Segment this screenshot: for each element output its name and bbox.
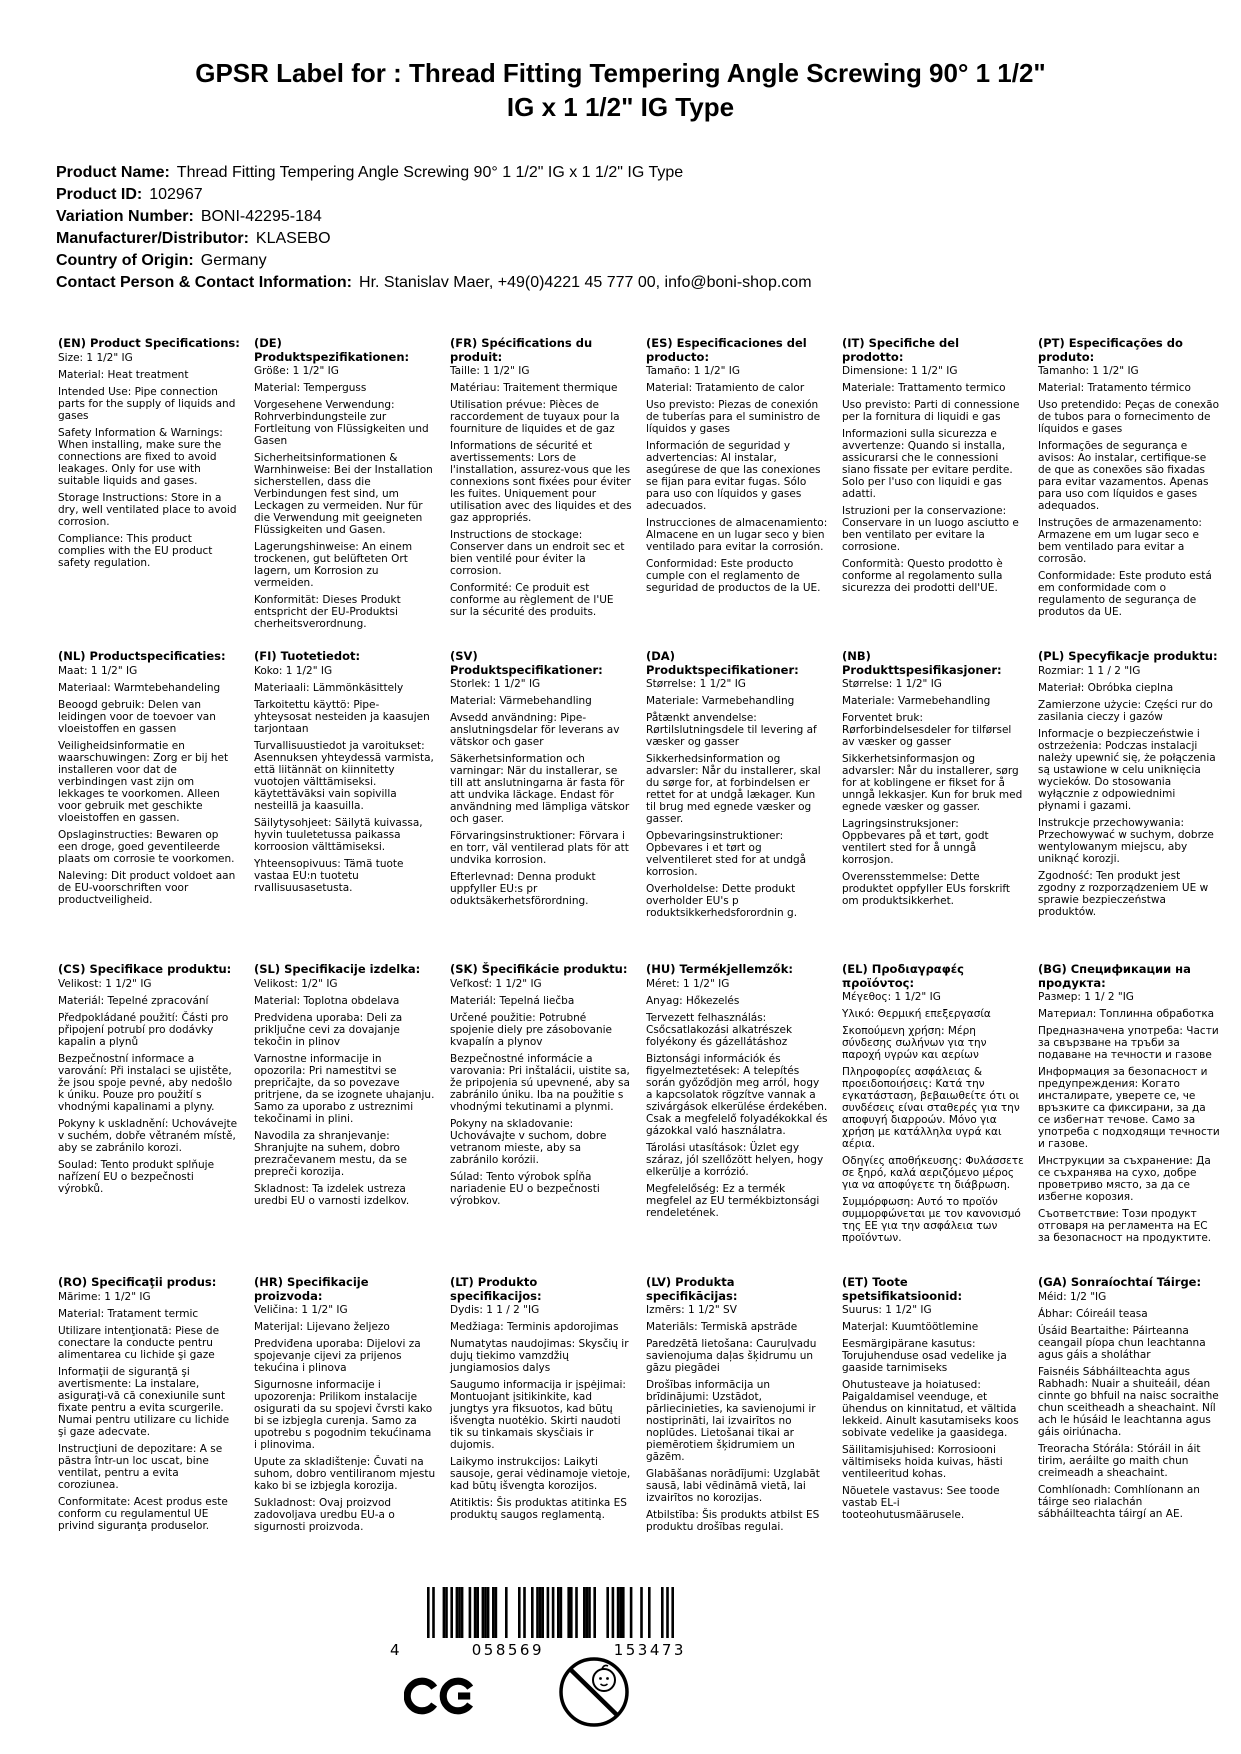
spec-block-de [254,337,436,650]
spec-block-body [1038,665,1220,918]
spec-paragraph: Materijal: Lijevano željezo [254,1321,390,1333]
spec-block-body [1038,991,1220,1244]
spec-block-sl [254,963,436,1276]
spec-paragraph: Materiale: Varmebehandling [646,695,795,707]
spec-paragraph: Dydis: 1 1 / 2 "IG [450,1304,540,1316]
spec-block-heading: (SK) Špecifikácie produktu: [450,962,628,976]
spec-paragraph: Pokyny k uskladnění: Uchovávejte v suchém, dobře větraném místě, aby se zabránilo korozi. [58,1117,238,1154]
spec-paragraph: Opslaginstructies: Bewaren op een droge, goed geventileerde plaats om corrosie te voorkomen. [58,828,235,865]
spec-paragraph: Glabāšanas norādījumi: Uzglabāt sausā, labi vēdināmā vietā, lai izvairītos no korozijas. [646,1468,820,1504]
spec-paragraph: Sicherheitsinformationen & Warnhinweise: Bei der Installation sicherstellen, dass die Verbindungen fest sind, um Leckagen zu vermeiden. Nur für die Verwendung mit geeigneten Flüssigkeiten und Gasen. [254,452,433,536]
spec-paragraph: Ohutusteave ja hoiatused: Paigaldamisel veenduge, et ühendus on kinnitatud, et vältida lekkeid. Ainult kasutamiseks koos sobivate vedelike ja gaasidega. [842,1379,1019,1439]
spec-paragraph: Påtænkt anvendelse: Rørtilslutningsdele til levering af væsker og gasser [646,712,817,748]
spec-paragraph: Instrucciones de almacenamiento: Almacene en un lugar seco y bien ventilado para evitar la corrosión. [646,517,828,553]
spec-paragraph: Lagerungshinweise: An einem trockenen, gut belüfteten Ort lagern, um Korrosion zu vermeiden. [254,541,413,589]
product-info-value: Hr. Stanislav Maer, +49(0)4221 45 777 00, info@boni-shop.com [359,274,812,291]
spec-paragraph: Bezpečnostné informácie a varovania: Pri inštalácii, uistite sa, že pripojenia sú upevnené, aby sa zabránilo úniku. Iba na použitie s vhodnými tekutinami a plynmi. [450,1052,630,1113]
spec-paragraph: Atbilstība: Šis produkts atbilst ES produktu drošības regulai. [646,1509,820,1533]
spec-paragraph: Eesmärgipärane kasutus: Torujuhenduse osad vedelike ja gaaside tarnimiseks [842,1338,1007,1374]
spec-block-heading: (BG) Спецификации на продукта: [1038,962,1191,990]
spec-paragraph: Πληροφορίες ασφάλειας & προειδοποιήσεις: Κατά την εγκατάσταση, βεβαιωθείτε ότι οι συνδέσεις είναι σταθερές για την αποφυγή διαρροών. Μόνο για χρήση με κατάλληλα υγρά και αέρια. [842,1066,1020,1150]
spec-paragraph: Uso pretendido: Peças de conexão de tubos para o fornecimento de líquidos e gases [1038,399,1220,435]
spec-paragraph: Informacje o bezpieczeństwie i ostrzeżenia: Podczas instalacji należy upewnić się, że połączenia są ustawione w celu uniknięcia wycieków. Do stosowania wyłącznie z odpowiednimi płynami i gazami. [1038,727,1216,812]
barcode-digit-first: 4 [390,1641,403,1659]
spec-block-body [646,678,828,919]
spec-paragraph: Bezpečnostní informace a varování: Při instalaci se ujistěte, že jsou spoje pevné, aby nedošlo k úniku. Pouze pro použití s vhodnými kapalinami a plyny. [58,1052,233,1113]
spec-block-body [1038,365,1220,618]
spec-block-body [842,1304,1024,1521]
spec-paragraph: Instructions de stockage: Conserver dans un endroit sec et bien ventilé pour éviter la corrosion. [450,529,625,577]
spec-paragraph: Súlad: Tento výrobok spĺňa nariadenie EU o bezpečnosti výrobkov. [450,1170,600,1207]
spec-paragraph: Säilytysohjeet: Säilytä kuivassa, hyvin tuuletetussa paikassa korroosion välttämiseksi. [254,816,423,853]
spec-block-lv [646,1276,828,1589]
spec-block-ga [1038,1276,1220,1589]
ce-mark-icon [404,1668,476,1728]
spec-paragraph: Sikkerhedsinformation og advarsler: Når du installerer, skal du sørge for, at forbindelsen er rettet for at undgå lækager. Kun til brug med egnede væsker og gasser. [646,753,821,825]
spec-block-body [842,991,1024,1244]
spec-paragraph: Matériau: Traitement thermique [450,382,618,394]
spec-paragraph: Turvallisuustiedot ja varoitukset: Asennuksen yhteydessä varmista, että liitännät on kiinnitetty vuotojen välttämiseksi. käytettäväksi vain sopivilla nesteillä ja kaasuilla. [254,739,434,812]
spec-block-body [450,1304,632,1521]
spec-paragraph: Predvidena uporaba: Deli za priključne cevi za dovajanje tekočin in plinov [254,1011,403,1048]
spec-paragraph: Dimensione: 1 1/2" IG [842,365,958,377]
spec-block-heading: (HR) Specifikacije proizvoda: [254,1275,369,1303]
page-title [0,56,1241,124]
spec-block-fr [450,337,632,650]
spec-block-body [254,978,436,1207]
spec-paragraph: Predviđena uporaba: Dijelovi za spojevanje cijevi za prijenos tekućina i plinova [254,1338,421,1374]
spec-paragraph: Material: Tratamiento de calor [646,382,805,394]
spec-paragraph: Forventet bruk: Rørforbindelsesdeler for tilførsel av væsker og gasser [842,712,1012,748]
spec-paragraph: Informações de segurança e avisos: Ao instalar, certifique-se de que as conexões são fixadas para evitar vazamentos. Apenas para uso com líquidos e gases adequados. [1038,440,1209,512]
product-info-label: Country of Origin: [56,252,194,269]
spec-block-heading: (ES) Especificaciones del producto: [646,336,807,364]
spec-paragraph: Material: Tratament termic [58,1307,199,1320]
spec-paragraph: Предназначена употреба: Части за свързване на тръби за подаване на течности и газове [1038,1025,1219,1061]
spec-block-heading: (ET) Toote spetsifikatsioonid: [842,1275,963,1303]
spec-block-hr [254,1276,436,1589]
spec-paragraph: Izmērs: 1 1/2" SV [646,1304,737,1316]
spec-paragraph: Informaţii de siguranţă şi avertismente: La instalare, asiguraţi-vă că conexiunile sunt fixate pentru a evita scurgerile. Numai pentru utilizare cu lichide şi gaze adecvate. [58,1365,230,1438]
spec-paragraph: Efterlevnad: Denna produkt uppfyller EU:s pr oduktsäkerhetsförordning. [450,871,596,907]
spec-paragraph: Instrukcje przechowywania: Przechowywać w suchym, dobrze wentylowanym miejscu, aby uniknąć korozji. [1038,816,1214,865]
spec-paragraph: Upute za skladištenje: Čuvati na suhom, dobro ventiliranom mjestu kako bi se izbjegla korozija. [254,1456,436,1492]
spec-block-et [842,1276,1024,1589]
spec-paragraph: Materiał: Obróbka cieplna [1038,681,1174,694]
spec-block-en [58,337,240,650]
spec-paragraph: Størrelse: 1 1/2" IG [646,678,746,690]
spec-block-heading: (IT) Specifiche del prodotto: [842,336,960,364]
spec-paragraph: Size: 1 1/2" IG [58,351,133,364]
spec-paragraph: Suurus: 1 1/2" IG [842,1304,932,1316]
spec-paragraph: Laikymo instrukcijos: Laikyti sausoje, gerai vėdinamoje vietoje, kad būtų išvengta korozijos. [450,1456,631,1492]
spec-block-pl [1038,650,1220,963]
product-info-value: 102967 [149,186,203,203]
spec-block-heading: (EN) Product Specifications: [58,336,240,350]
spec-paragraph: Материал: Топлинна обработка [1038,1008,1215,1020]
barcode-numbers [390,1641,686,1659]
spec-paragraph: Uso previsto: Parti di connessione per la fornitura di liquidi e gas [842,399,1020,423]
spec-paragraph: Biztonsági információk és figyelmeztetések: A telepítés során győződjön meg arról, hogy a kapcsolatok rögzítve vannak a szivárgások elkerülése érdekében. Csak a megfelelő folyadékokkal és gázokkal való használatra. [646,1052,828,1137]
spec-paragraph: Mărime: 1 1/2" IG [58,1290,151,1303]
spec-paragraph: Conformitate: Acest produs este conform cu regulamentul UE privind siguranţa produselor. [58,1495,228,1532]
spec-paragraph: Sigurnosne informacije i upozorenja: Prilikom instalacije osigurati da su spojevi čvrsti kako bi se izbjegla curenja. Samo za upotrebu s pogodnim tekućinama i plinovima. [254,1379,433,1451]
spec-block-body [58,665,240,906]
barcode-digits-left: 058569 [471,1641,545,1659]
spec-paragraph: Opbevaringsinstruktioner: Opbevares i et tørt og velventileret sted for at undgå korrosion. [646,830,807,878]
spec-paragraph: Materiāls: Termiskā apstrāde [646,1321,798,1333]
spec-paragraph: Navodila za shranjevanje: Shranjujte na suhem, dobro prezračevanem mestu, da se prepreči korozija. [254,1129,408,1178]
spec-paragraph: Tamanho: 1 1/2" IG [1038,365,1139,377]
spec-paragraph: Méret: 1 1/2" IG [646,977,730,990]
spec-block-heading: (SL) Specifikacije izdelka: [254,962,421,976]
spec-paragraph: Υλικό: Θερμική επεξεργασία [842,1008,991,1020]
barcode-digits-right: 153473 [613,1641,686,1659]
spec-block-heading: (DA) Produktspecifikationer: [646,649,799,677]
spec-paragraph: Medžiaga: Terminis apdorojimas [450,1321,619,1333]
spec-paragraph: Sukladnost: Ovaj proizvod zadovoljava uredbu EU-a o sigurnosti proizvoda. [254,1497,395,1533]
spec-block-da [646,650,828,963]
spec-block-body [58,1291,240,1532]
product-info [56,162,812,294]
spec-block-nl [58,650,240,963]
spec-paragraph: Beoogd gebruik: Delen van leidingen voor de toevoer van vloeistoffen en gassen [58,698,216,735]
spec-block-heading: (PL) Specyfikacje produktu: [1038,649,1218,663]
spec-paragraph: Nõuetele vastavus: See toode vastab EL-i tooteohutusmääruselе. [842,1485,1000,1521]
spec-paragraph: Materiál: Tepelná liečba [450,994,575,1007]
spec-block-body [254,665,436,894]
spec-block-body [254,365,436,630]
spec-paragraph: Velikost: 1/2" IG [254,977,338,990]
spec-paragraph: Paredzētā lietošana: Cauruļvadu savienojuma daļas šķidrumu un gāzu piegādei [646,1338,817,1374]
spec-paragraph: Uso previsto: Piezas de conexión de tuberías para el suministro de líquidos y gases [646,399,821,435]
product-info-row [56,272,812,294]
spec-paragraph: Størrelse: 1 1/2" IG [842,678,942,690]
product-info-row [56,228,812,250]
page-title-line2: IG x 1 1/2" IG Type [506,92,735,122]
spec-paragraph: Material: Heat treatment [58,368,189,381]
spec-paragraph: Material: Toplotna obdelava [254,994,400,1007]
spec-block-heading: (SV) Produktspecifikationer: [450,649,603,677]
spec-paragraph: Instrucţiuni de depozitare: A se păstra într-un loc uscat, bine ventilat, pentru a evita coroziunea. [58,1442,223,1491]
product-info-label: Manufacturer/Distributor: [56,230,249,247]
product-info-value: KLASEBO [255,230,331,247]
spec-paragraph: Vorgesehene Verwendung: Rohrverbindungsteile zur Fortleitung von Flüssigkeiten und Gasen [254,399,429,447]
spec-paragraph: Sikkerhetsinformasjon og advarsler: Når du installerer, sørg for at koblingene er fikset for å unngå lekkasjer. Kun for bruk med egnede væsker og gasser. [842,753,1023,813]
spec-paragraph: Veličina: 1 1/2" IG [254,1304,348,1316]
spec-block-body [842,365,1024,594]
spec-paragraph: Material: Tratamento térmico [1038,382,1191,394]
spec-block-heading: (FR) Spécifications du produit: [450,336,593,364]
spec-paragraph: Taille: 1 1/2" IG [450,365,530,377]
spec-paragraph: Koko: 1 1/2" IG [254,664,333,677]
spec-block-body [450,978,632,1207]
page-title-line1: GPSR Label for : Thread Fitting Tempering Angle Screwing 90° 1 1/2" [195,58,1046,88]
spec-paragraph: Säilitamisjuhised: Korrosiooni vältimiseks hoida kuivas, hästi ventileeritud kohas. [842,1444,1003,1480]
spec-block-fi [254,650,436,963]
spec-paragraph: Información de seguridad y advertencias: Al instalar, asegúrese de que las conexiones se fijan para evitar fugas. Sólo para uso con líquidos y gases adecuados. [646,440,821,512]
spec-paragraph: Skladnost: Ta izdelek ustreza uredbi EU o varnosti izdelkov. [254,1182,410,1207]
spec-paragraph: Naleving: Dit product voldoet aan de EU-voorschriften voor productveiligheid. [58,869,236,906]
barcode-icon [427,1587,674,1638]
spec-block-heading: (LV) Produkta specifikācijas: [646,1275,738,1303]
spec-paragraph: Materiaal: Warmtebehandeling [58,681,221,694]
spec-paragraph: Veľkosť: 1 1/2" IG [450,977,542,990]
spec-paragraph: Инструкции за съхранение: Да се съхранява на сухо, добре проветриво място, за да се избегне корозия. [1038,1155,1211,1203]
spec-paragraph: Utilisation prévue: Pièces de raccordement de tuyaux pour la fourniture de liquides et de gaz [450,399,620,435]
spec-block-heading: (DE) Produktspezifikationen: [254,336,410,364]
product-info-label: Contact Person & Contact Information: [56,274,353,291]
spec-paragraph: Conformité: Ce produit est conforme au règlement de l'UE sur la sécurité des produits. [450,582,614,618]
spec-block-body [450,678,632,907]
product-info-label: Variation Number: [56,208,194,225]
spec-paragraph: Drošības informācija un brīdinājumi: Uzstādot, pārliecinieties, ka savienojumi ir nostiprināti, lai izvairītos no noplūdes. Lietošanai tikai ar piemērotiem šķidrumiem un gāzēm. [646,1379,816,1463]
spec-paragraph: Lagringsinstruksjoner: Oppbevares på et tørt, godt ventilert sted for å unngå korrosjon. [842,818,989,866]
spec-block-heading: (LT) Produkto specifikacijos: [450,1275,542,1303]
spec-paragraph: Saugumo informacija ir įspėjimai: Montuojant įsitikinkite, kad jungtys yra fiksuotos, kad būtų išvengta nuotėkio. Skirti naudoti tik su tinkamais skysčiais ir dujomis. [450,1379,626,1451]
spec-paragraph: Materiál: Tepelné zpracování [58,994,209,1007]
spec-block-cs [58,963,240,1276]
spec-paragraph: Intended Use: Pipe connection parts for the supply of liquids and gases [58,385,236,422]
spec-block-heading: (EL) Προδιαγραφές προϊόντος: [842,962,964,990]
spec-paragraph: Pokyny na skladovanie: Uchovávajte v suchom, dobre vetranom mieste, aby sa zabránilo korózii. [450,1117,607,1166]
spec-paragraph: Conformidade: Este produto está em conformidade com o regulamento de segurança de produtos da UE. [1038,570,1212,618]
spec-paragraph: Conformidad: Este producto cumple con el reglamento de seguridad de productos de la UE. [646,558,821,594]
spec-block-nb [842,650,1024,963]
spec-paragraph: Istruzioni per la conservazione: Conservare in un luogo asciutto e ben ventilato per evitare la corrosione. [842,505,1019,553]
spec-block-ro [58,1276,240,1589]
product-info-row [56,250,812,272]
spec-block-heading: (NB) Produkttspesifikasjoner: [842,649,1002,677]
age-warning-0-3-icon [552,1652,636,1746]
product-info-row [56,184,812,206]
spec-paragraph: Avsedd användning: Pipe-anslutningsdelar för leverans av vätskor och gaser [450,712,620,748]
spec-paragraph: Velikost: 1 1/2" IG [58,977,152,990]
spec-paragraph: Treoracha Stórála: Stóráil in áit tirim, aeráilte go maith chun creimeadh a sheachaint. [1038,1442,1201,1479]
spec-block-hu [646,963,828,1276]
spec-paragraph: Tárolási utasítások: Üzlet egy száraz, jól szellőzött helyen, hogy elkerülje a korrózió. [646,1141,824,1178]
spec-paragraph: Numatytas naudojimas: Skysčių ir dujų tiekimo vamzdžių jungiamosios dalys [450,1338,629,1374]
spec-paragraph: Material: Temperguss [254,382,367,394]
spec-block-body [58,978,240,1195]
spec-paragraph: Materiale: Trattamento termico [842,382,1006,394]
spec-paragraph: Comhlíonadh: Comhlíonann an táirge seo rialachán sábháilteachta táirgí an AE. [1038,1483,1200,1520]
spec-paragraph: Conformità: Questo prodotto è conforme al regolamento sulla sicurezza dei prodotti dell'UE. [842,558,1003,594]
spec-block-sk [450,963,632,1276]
spec-paragraph: Tamaño: 1 1/2" IG [646,365,741,377]
spec-block-body [646,978,828,1219]
product-info-value: BONI-42295-184 [200,208,322,225]
spec-paragraph: Utilizare intenţionată: Piese de conectare la conducte pentru alimentarea cu lichide şi gaze [58,1324,220,1361]
spec-block-sv [450,650,632,963]
product-info-row [56,206,812,228]
spec-paragraph: Tervezett felhasználás: Csőcsatlakozási alkatrészek folyékony és gázellátáshoz [646,1011,793,1048]
product-info-row [56,162,812,184]
spec-block-body [1038,1291,1220,1520]
spec-block-body [646,365,828,594]
spec-paragraph: Atitiktis: Šis produktas atitinka ES produktų saugos reglamentą. [450,1497,627,1521]
spec-block-heading: (PT) Especificações do produto: [1038,336,1183,364]
spec-paragraph: Säkerhetsinformation och varningar: När du installerar, se till att anslutningarna är fasta för att undvika läckage. Endast för användning med lämpliga vätskor och gaser. [450,753,630,825]
spec-paragraph: Storage Instructions: Store in a dry, well ventilated place to avoid corrosion. [58,491,237,528]
spec-paragraph: Compliance: This product complies with the EU product safety regulation. [58,532,213,569]
spec-grid [58,337,1224,1589]
spec-paragraph: Materjal: Kuumtöötlemine [842,1321,979,1333]
spec-block-body [450,365,632,618]
spec-paragraph: Οδηγίες αποθήκευσης: Φυλάσσετε σε ξηρό, καλά αεριζόμενο μέρος για να αποφύγετε τη διάβρωση. [842,1155,1024,1191]
spec-paragraph: Určené použitie: Potrubné spojenie diely pre zásobovanie kvapalín a plynov [450,1011,612,1048]
spec-paragraph: Materiale: Varmebehandling [842,695,991,707]
spec-paragraph: Συμμόρφωση: Αυτό το προϊόν συμμορφώνεται με τον κανονισμό της ΕΕ για την ασφάλεια των προϊόντων. [842,1196,1021,1244]
spec-paragraph: Material: Värmebehandling [450,695,592,707]
spec-block-body [58,352,240,569]
spec-paragraph: Rozmiar: 1 1 / 2 "IG [1038,664,1141,677]
spec-paragraph: Safety Information & Warnings: When installing, make sure the connections are fixed to avoid leakages. Only for use with suitable liquids and gases. [58,426,223,487]
spec-block-body [646,1304,828,1533]
spec-block-pt [1038,337,1220,650]
spec-block-heading: (HU) Termékjellemzők: [646,962,793,976]
spec-paragraph: Konformität: Dieses Produkt entspricht der EU-Produktsi cherheitsverordnung. [254,594,401,630]
spec-block-es [646,337,828,650]
spec-paragraph: Größe: 1 1/2" IG [254,365,339,377]
spec-paragraph: Zgodność: Ten produkt jest zgodny z rozporządzeniem UE w sprawie bezpieczeństwa produktów. [1038,869,1209,918]
spec-paragraph: Maat: 1 1/2" IG [58,664,138,677]
spec-paragraph: Megfelelőség: Ez a termék megfelel az EU termékbiztonsági rendeletének. [646,1182,820,1219]
spec-paragraph: Ábhar: Cóireáil teasa [1038,1307,1148,1320]
spec-block-bg [1038,963,1220,1276]
spec-paragraph: Instruções de armazenamento: Armazene em um lugar seco e bem ventilado para evitar a corrosão. [1038,517,1202,565]
spec-paragraph: Информация за безопасност и предупреждения: Когато инсталирате, уверете се, че връзките са фиксирани, за да се избегнат течове. Само за употреба с подходящи течности и газове. [1038,1066,1220,1150]
product-info-value: Germany [200,252,267,269]
barcode [427,1587,674,1642]
spec-block-el [842,963,1024,1276]
spec-block-heading: (RO) Specificaţii produs: [58,1275,217,1289]
spec-paragraph: Soulad: Tento produkt splňuje nařízení EU o bezpečnosti výrobků. [58,1158,215,1195]
spec-paragraph: Zamierzone użycie: Części rur do zasilania cieczy i gazów [1038,698,1213,723]
spec-block-heading: (NL) Productspecificaties: [58,649,226,663]
spec-paragraph: Съответствие: Този продукт отговаря на регламента на ЕС за безопасност на продуктите. [1038,1208,1212,1244]
spec-block-heading: (CS) Specifikace produktu: [58,962,232,976]
spec-paragraph: Materiaali: Lämmönkäsittely [254,681,404,694]
spec-paragraph: Informazioni sulla sicurezza e avvertenze: Quando si installa, assicurarsi che le connessioni siano fissate per evitare perdite. Solo per l'uso con liquidi e gas adatti. [842,428,1013,500]
spec-block-heading: (FI) Tuotetiedot: [254,649,361,663]
spec-block-it [842,337,1024,650]
spec-block-lt [450,1276,632,1589]
product-info-label: Product Name: [56,164,170,181]
spec-paragraph: Overholdelse: Dette produkt overholder EU's p roduktsikkerhedsforordnin g. [646,883,798,919]
spec-block-heading: (GA) Sonraíochtaí Táirge: [1038,1275,1202,1289]
spec-paragraph: Förvaringsinstruktioner: Förvara i en torr, väl ventilerad plats för att undvika korrosion. [450,830,629,866]
spec-paragraph: Размер: 1 1/ 2 "IG [1038,991,1134,1003]
product-info-label: Product ID: [56,186,143,203]
spec-block-body [254,1304,436,1533]
spec-paragraph: Předpokládané použití: Části pro připojení potrubí pro dodávky kapalin a plynů [58,1011,229,1048]
spec-paragraph: Storlek: 1 1/2" IG [450,678,541,690]
spec-paragraph: Overensstemmelse: Dette produktet oppfyller EUs forskrift om produktsikkerhet. [842,871,1011,907]
spec-paragraph: Tarkoitettu käyttö: Pipe-yhteysosat nesteiden ja kaasujen tarjontaan [254,698,430,735]
spec-paragraph: Úsáid Beartaithe: Páirteanna ceangail píopa chun leachtanna agus gáis a sholáthar [1038,1324,1206,1361]
spec-paragraph: Veiligheidsinformatie en waarschuwingen: Zorg er bij het installeren voor dat de verbindingen vast zijn om lekkages te voorkomen. Alleen voor gebruik met geschikte vloeistoffen en gassen. [58,739,229,824]
spec-paragraph: Varnostne informacije in opozorila: Pri namestitvi se prepričajte, da so povezave pritrjene, da se izognete uhajanju. Samo za uporabo z ustreznimi tekočinami in plini. [254,1052,435,1125]
spec-block-body [842,678,1024,907]
spec-paragraph: Σκοπούμενη χρήση: Μέρη σύνδεσης σωλήνων για την παροχή υγρών και αερίων [842,1025,987,1061]
spec-paragraph: Μέγεθος: 1 1/2" IG [842,991,941,1003]
spec-paragraph: Anyag: Hőkezelés [646,994,740,1007]
spec-paragraph: Yhteensopivuus: Tämä tuote vastaa EU:n tuotetu rvallisuusasetusta. [254,857,404,894]
spec-paragraph: Informations de sécurité et avertissements: Lors de l'installation, assurez-vous que les connexions sont fixées pour éviter les fuites. Uniquement pour utilisation avec des liquides et des gaz appropriés. [450,440,632,524]
spec-paragraph: Méid: 1/2 "IG [1038,1290,1107,1303]
product-info-value: Thread Fitting Tempering Angle Screwing 90° 1 1/2" IG x 1 1/2" IG Type [176,164,684,181]
spec-paragraph: Faisnéis Sábháilteachta agus Rabhadh: Nuair a shuiteáil, déan cinnte go bhfuil na naisc socraithe chun sceitheadh a sheachaint. Níl ach le húsáid le leachtanna agus gáis oiriúnacha. [1038,1365,1219,1438]
